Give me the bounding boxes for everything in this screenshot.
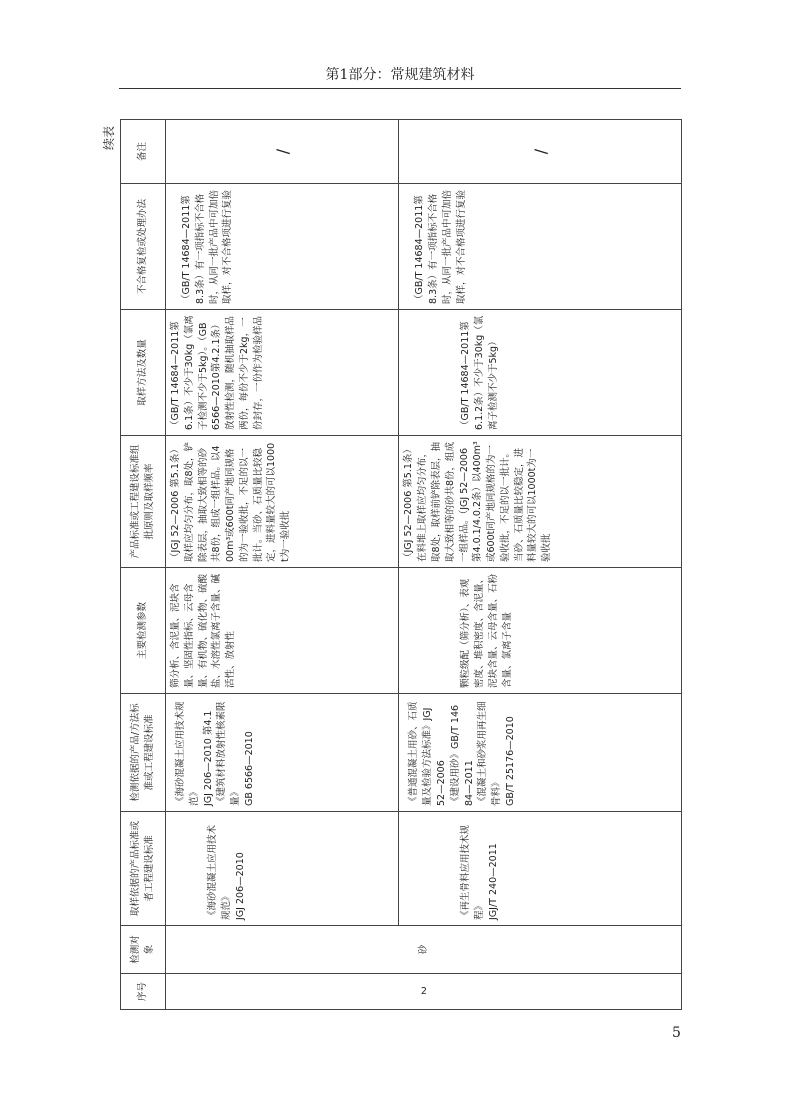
object-cell: 砂 (166, 926, 682, 974)
seq-number: 2 (420, 985, 427, 997)
inspection-table (120, 119, 682, 1010)
col-header-object: 检测对象 (121, 926, 166, 974)
col-header-sampling: 取样方法及数量 (121, 310, 166, 436)
table-row (399, 120, 682, 1010)
col-header-sampling-std: 取样依据的产品标准或者工程建设标准 (121, 812, 166, 926)
col-header-remark: 备注 (121, 120, 166, 184)
col-header-params: 主要检测参数 (121, 568, 166, 694)
col-header-test-std: 检测依据的产品/方法标准或工程建设标准 (121, 694, 166, 812)
sampling-std-cell: 《海砂混凝土应用技术规范》 JGJ 206—2010 (166, 812, 399, 926)
rotated-table-block (102, 120, 682, 1010)
continued-label: 续表 (102, 126, 116, 151)
sampling-std-cell: 《再生骨料应用技术规程》 JGJ/T 240—2011 (399, 812, 682, 926)
params-cell: 筛分析、含泥量、泥块含量、坚固性指标、云母含量、有机物、硫化物、硫酸盐、水溶性氯离子含量、碱活性、放射性 (166, 568, 399, 694)
remark-cell (399, 120, 682, 184)
remark-cell (166, 120, 399, 184)
sampling-cell: （GB/T 14684—2011第6.1.2条）不少于30kg（氯离子检测不少于5kg） (399, 310, 682, 436)
page-number: 5 (672, 1025, 681, 1041)
remark-value: / (530, 148, 550, 155)
retest-cell: （GB/T 14684—2011第8.3条）有一项指标不合格时，从同一批产品中可加倍取样，对不合格项进行复验 (166, 184, 399, 310)
col-header-retest: 不合格复检或处理办法 (121, 184, 166, 310)
col-header-batch-rule: 产品标准或工程建设标准组批原则及取样频率 (121, 436, 166, 568)
running-header-title: 第1部分：常规建筑材料 (325, 67, 475, 83)
retest-cell: （GB/T 14684—2011第8.3条）有一项指标不合格时，从同一批产品中可加倍取样，对不合格项进行复验 (399, 184, 682, 310)
remark-value: / (272, 148, 292, 155)
table-row (166, 120, 399, 1010)
sampling-cell: （GB/T 14684—2011第6.1条）不少于30kg（氯离子检测不少于5kg）。（GB 6566—2010第4.2.1条）放射性检测，随机抽取样品两份，每份不少于2kg，一份封存，一份作为检验样品 (166, 310, 399, 436)
test-std-cell: 《海砂混凝土应用技术规范》 JGJ 206—2010 第4.1 《建筑材料放射性核素限量》 GB 6566—2010 (166, 694, 399, 812)
test-std-cell: 《普通混凝土用砂、石质量及检验方法标准》JGJ 52—2006 《建设用砂》GB/T 14684—2011 《混凝土和砂浆用再生细骨料》 GB/T 25176—2010 (399, 694, 682, 812)
header-rule (119, 88, 681, 89)
batch-rule-cell: （JGJ 52—2006 第5.1条）取样应均匀分布，取8处，铲除表层，抽取大致相等的砂共8份，组成一组样品。以400m³或600t同产地同规格的为一验收批，不足的以一批计。当砂、石质量比较稳定，进料量较大的可以1000t为一验收批 (166, 436, 399, 568)
params-cell: 颗粒级配（筛分析）、表观密度、堆积密度、含泥量、泥块含量、云母含量、石粉含量、氯离子含量 (399, 568, 682, 694)
table-header-row (121, 120, 166, 1010)
seq-cell (166, 974, 682, 1010)
batch-rule-cell: （JGJ 52—2006 第5.1条）在料堆上取样应均匀分布，取8处，取样前铲除表层，抽取大致相等的砂共8份，组成一组样品。（JGJ 52—2006 第4.0.1/4.0.2条）以400m³或600t同产地同规格的为一验收批，不足的以一批计。当砂、石质量比较稳定，进料量较大的可以1000t为一验收批 (399, 436, 682, 568)
col-header-seq: 序号 (121, 974, 166, 1010)
